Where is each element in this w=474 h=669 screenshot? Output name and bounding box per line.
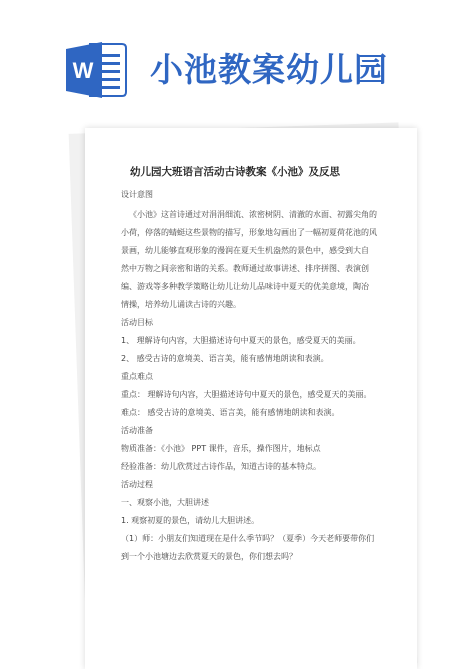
word-icon-letter: W [72, 58, 94, 83]
goal-item: 1、 理解诗句内容，大胆描述诗句中夏天的景色，感受夏天的美丽。 [121, 336, 361, 345]
document-header [0, 0, 474, 125]
section-heading-design-intent: 设计意图 [121, 190, 153, 199]
paragraph-line: 《小池》这首诗通过对涓涓细流、浓密树阴、清澈的水面、初露尖角的 [129, 210, 377, 219]
paragraph-line: 然中万物之间亲密和谐的关系。教师通过故事讲述、排序拼图、表演创 [121, 264, 369, 273]
word-document-icon [66, 40, 128, 100]
section-heading-key-points: 重点难点 [121, 372, 153, 381]
preparation-item: 经验准备：幼儿欣赏过古诗作品，知道古诗的基本特点。 [121, 462, 321, 471]
section-heading-goals: 活动目标 [121, 318, 153, 327]
goal-item: 2、 感受古诗的意境美、语言美，能有感情地朗读和表演。 [121, 354, 329, 363]
process-step: 一、观察小池，大胆讲述 [121, 498, 209, 507]
section-heading-process: 活动过程 [121, 480, 153, 489]
paragraph-line: （1）师：小朋友们知道现在是什么季节吗？（夏季）今天老师要带你们 [121, 534, 375, 543]
header-title: 小池教案幼儿园 [150, 50, 388, 89]
paragraph-line: 情操，培养幼儿诵读古诗的兴趣。 [121, 300, 241, 309]
document-title: 幼儿园大班语言活动古诗教案《小池》及反思 [130, 166, 340, 178]
paragraph-line: 小荷，停落的蜻蜓这些景物的描写，形象地勾画出了一幅初夏荷花池的风 [121, 228, 377, 237]
paragraph-line: 编、游戏等多种教学策略让幼儿让幼儿品味诗中夏天的优美意境，陶冶 [121, 282, 369, 291]
paragraph-line: 到一个小池塘边去欣赏夏天的景色，你们想去吗？ [121, 552, 297, 561]
process-step: 1. 观察初夏的景色，请幼儿大胆讲述。 [121, 516, 260, 525]
key-point-item: 重点： 理解诗句内容，大胆描述诗句中夏天的景色，感受夏天的美丽。 [121, 390, 372, 399]
preparation-item: 物质准备：《小池》 PPT 课件，音乐，操作图片，地标点 [121, 444, 321, 453]
paragraph-line: 景画，幼儿能够直观形象的漫润在夏天生机盎然的景色中，感受到大自 [121, 246, 369, 255]
section-heading-preparation: 活动准备 [121, 426, 153, 435]
difficulty-item: 难点： 感受古诗的意境美、语言美，能有感情地朗读和表演。 [121, 408, 340, 417]
